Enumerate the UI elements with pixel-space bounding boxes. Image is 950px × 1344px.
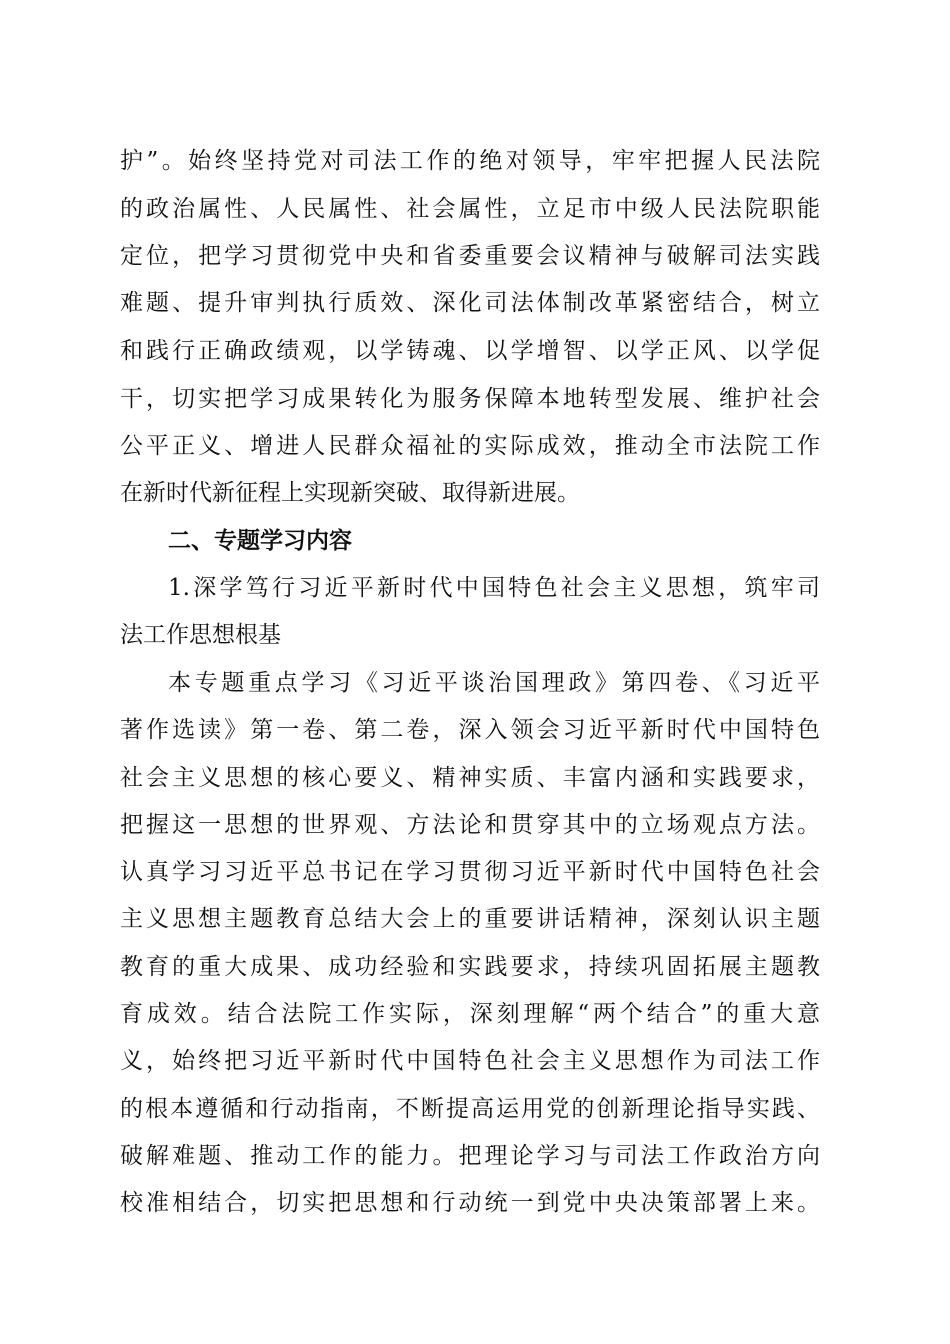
paragraph-2-line-3: 社会主义思想的核心要义、精神实质、丰富内涵和实践要求， (120, 765, 820, 791)
subheading-line-2: 法工作思想根基 (120, 622, 281, 648)
paragraph-2-line-2: 著作选读》第一卷、第二卷，深入领会习近平新时代中国特色 (120, 717, 820, 743)
paragraph-2-line-5: 认真学习习近平总书记在学习贯彻习近平新时代中国特色社会 (120, 859, 820, 885)
paragraph-2-line-7: 教育的重大成果、成功经验和实践要求，持续巩固拓展主题教 (120, 954, 820, 980)
paragraph-2-line-9: 义，始终把习近平新时代中国特色社会主义思想作为司法工作 (120, 1048, 820, 1074)
paragraph-2-line-1: 本专题重点学习《习近平谈治国理政》第四卷、《习近平 (168, 670, 820, 696)
paragraph-1-line-6: 干，切实把学习成果转化为服务保障本地转型发展、维护社会 (120, 386, 820, 412)
paragraph-2-line-8: 育成效。结合法院工作实际，深刻理解“两个结合”的重大意 (120, 1001, 820, 1027)
paragraph-2-line-10: 的根本遵循和行动指南，不断提高运用党的创新理论指导实践、 (120, 1096, 820, 1122)
paragraph-1-line-8: 在新时代新征程上实现新突破、取得新进展。 (120, 480, 580, 506)
paragraph-1-line-2: 的政治属性、人民属性、社会属性，立足市中级人民法院职能 (120, 196, 820, 222)
paragraph-1-line-1: 护”。始终坚持党对司法工作的绝对领导，牢牢把握人民法院 (120, 148, 820, 174)
paragraph-1-line-3: 定位，把学习贯彻党中央和省委重要会议精神与破解司法实践 (120, 243, 820, 269)
paragraph-2-line-12: 校准相结合，切实把思想和行动统一到党中央决策部署上来。 (120, 1190, 820, 1216)
paragraph-1-line-5: 和践行正确政绩观，以学铸魂、以学增智、以学正风、以学促 (120, 338, 820, 364)
section-heading: 二、专题学习内容 (168, 528, 352, 554)
paragraph-2-line-4: 把握这一思想的世界观、方法论和贯穿其中的立场观点方法。 (120, 812, 820, 838)
paragraph-1-line-7: 公平正义、增进人民群众福祉的实际成效，推动全市法院工作 (120, 433, 820, 459)
paragraph-2-line-11: 破解难题、推动工作的能力。把理论学习与司法工作政治方向 (120, 1143, 820, 1169)
subheading-line-1: 1.深学笃行习近平新时代中国特色社会主义思想，筑牢司 (168, 575, 820, 601)
paragraph-2-line-6: 主义思想主题教育总结大会上的重要讲话精神，深刻认识主题 (120, 906, 820, 932)
paragraph-1-line-4: 难题、提升审判执行质效、深化司法体制改革紧密结合，树立 (120, 290, 820, 316)
